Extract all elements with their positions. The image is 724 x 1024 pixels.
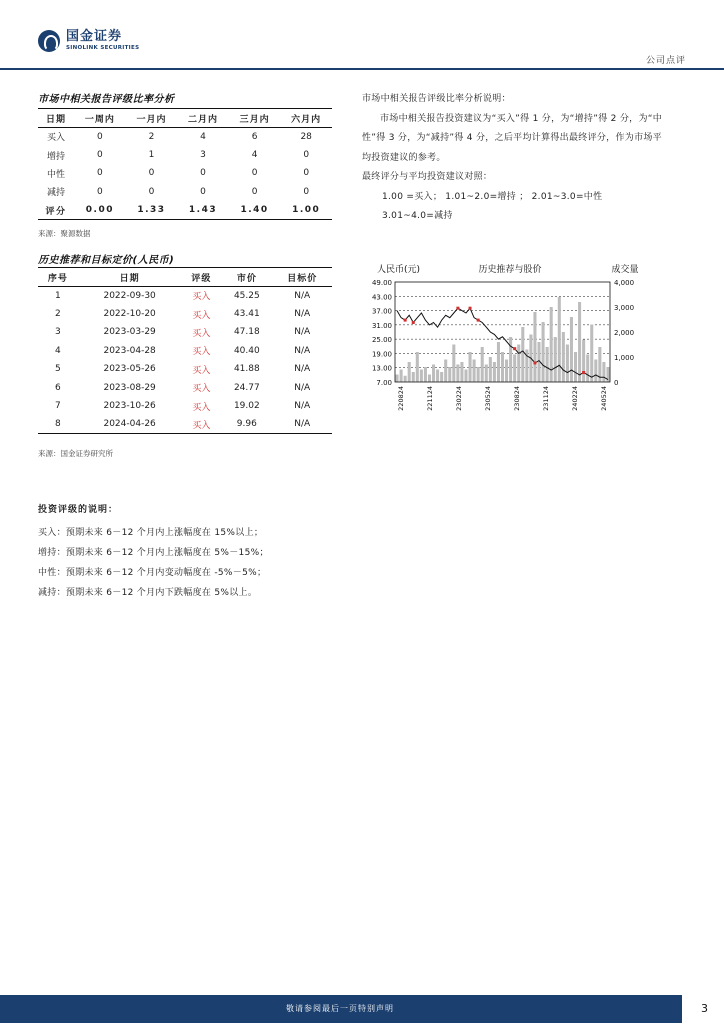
table-cell: 1.40 bbox=[240, 205, 269, 215]
table-cell: 0 bbox=[97, 150, 103, 161]
chart-volume-bar bbox=[428, 375, 431, 383]
chart-recommendation-marker bbox=[477, 319, 480, 322]
chart-volume-bar bbox=[542, 322, 545, 382]
chart-volume-bar bbox=[574, 352, 577, 382]
history-source-note: 来源：国金证券研究所 bbox=[38, 449, 113, 458]
chart-volume-bar bbox=[400, 370, 403, 383]
chart-volume-bar bbox=[424, 367, 427, 382]
chart-volume-bar bbox=[432, 365, 435, 383]
column-header: 三月内 bbox=[239, 114, 270, 125]
column-header: 日期 bbox=[119, 273, 140, 284]
chart-volume-bar bbox=[606, 367, 609, 382]
table-row bbox=[38, 342, 332, 360]
table-cell: 2024-04-26 bbox=[103, 419, 156, 430]
chart-x-tick-label: 230824 bbox=[513, 386, 521, 411]
column-header: 评级 bbox=[191, 273, 212, 284]
rating-cell: 买入 bbox=[192, 420, 211, 431]
table-cell: N/A bbox=[294, 364, 311, 375]
definition-item-neutral: 中性：预期未来 6－12 个月内变动幅度在 -5%－5%； bbox=[38, 568, 267, 578]
chart-volume-bar bbox=[602, 362, 605, 382]
table-cell: 2022-09-30 bbox=[103, 290, 156, 301]
chart-volume-bar bbox=[464, 370, 467, 383]
footer-notice: 敬请参阅最后一页特别声明 bbox=[286, 1004, 394, 1013]
chart-volume-bar bbox=[509, 337, 512, 382]
chart-volume-bar bbox=[452, 345, 455, 383]
page-number: 3 bbox=[701, 1002, 708, 1015]
chart-y-tick-label: 43.00 bbox=[371, 293, 392, 302]
chart-volume-bar bbox=[408, 362, 411, 382]
table-cell: 4 bbox=[251, 150, 258, 161]
table-cell: 4 bbox=[54, 345, 61, 356]
chart-volume-bar bbox=[444, 360, 447, 383]
chart-volume-bar bbox=[501, 352, 504, 382]
chart-x-tick-label: 230224 bbox=[455, 386, 463, 411]
chart-y-tick-label: 37.00 bbox=[371, 307, 392, 316]
rating-ratio-table bbox=[38, 108, 332, 220]
chart-volume-bar bbox=[420, 370, 423, 383]
chart-volume-bar bbox=[533, 312, 536, 382]
chart-volume-bar bbox=[396, 375, 399, 383]
table-cell: 28 bbox=[300, 131, 312, 142]
column-header: 二月内 bbox=[188, 114, 219, 125]
table-cell: 评分 bbox=[45, 206, 67, 217]
chart-y-ticks bbox=[372, 279, 392, 387]
rating-cell: 买入 bbox=[192, 292, 211, 303]
chart-volume-bar bbox=[558, 297, 561, 382]
table-cell: 0 bbox=[303, 168, 310, 179]
table-cell: 0 bbox=[148, 186, 155, 197]
table-cell: 0 bbox=[303, 150, 310, 161]
chart-x-tick-label: 240524 bbox=[600, 386, 608, 411]
table-cell: 24.77 bbox=[233, 382, 260, 393]
chart-recommendation-marker bbox=[456, 307, 459, 310]
chart-recommendation-marker bbox=[469, 307, 472, 310]
table-cell: N/A bbox=[294, 327, 311, 338]
table-cell: 0 bbox=[97, 186, 103, 197]
chart-volume-bar bbox=[550, 307, 553, 382]
table-cell: 7 bbox=[54, 401, 61, 412]
chart-volume-bar bbox=[412, 372, 415, 382]
table-row bbox=[38, 128, 332, 146]
chart-y2-ticks bbox=[614, 279, 634, 387]
column-header: 日期 bbox=[46, 114, 67, 125]
table-cell: N/A bbox=[294, 290, 311, 301]
history-recommendation-table bbox=[38, 267, 332, 434]
table-row bbox=[38, 164, 332, 182]
chart-volume-bar bbox=[416, 352, 419, 382]
chart-volume-bar bbox=[586, 355, 589, 383]
chart-x-tick-label: 240224 bbox=[571, 386, 579, 411]
logo-chinese-name: 国金证券 bbox=[66, 29, 123, 44]
table-cell: 0 bbox=[200, 186, 206, 197]
rating-section-title: 市场中相关报告评级比率分析 bbox=[38, 94, 175, 105]
chart-volume-bar bbox=[497, 342, 500, 382]
table-cell: 1.00 bbox=[292, 205, 321, 215]
chart-y-tick-label: 49.00 bbox=[371, 279, 392, 287]
table-cell: 3 bbox=[200, 150, 206, 161]
rating-source-note: 来源：聚源数据 bbox=[38, 229, 91, 238]
column-header: 序号 bbox=[47, 273, 68, 284]
price-history-chart bbox=[365, 260, 655, 420]
table-cell: 增持 bbox=[47, 151, 66, 162]
chart-y-tick-label: 7.00 bbox=[376, 379, 392, 387]
chart-recommendation-marker bbox=[404, 319, 407, 322]
chart-y-tick-label: 25.00 bbox=[371, 336, 392, 345]
table-row bbox=[38, 323, 332, 341]
explanation-body: 市场中相关报告投资建议为“买入”得 1 分，为“增持”得 2 分，为“中性”得 3 分，为“减持”得 4 分，之后平均计算得出最终评分，作为市场平均投资建议的参考。 bbox=[362, 113, 663, 163]
chart-volume-bar bbox=[436, 370, 439, 383]
table-cell: 1.33 bbox=[137, 205, 166, 215]
explanation-title: 市场中相关报告评级比率分析说明： bbox=[362, 94, 511, 104]
chart-volume-bar bbox=[489, 357, 492, 382]
table-cell: 6 bbox=[251, 131, 258, 142]
definition-item-overweight: 增持：预期未来 6－12 个月内上涨幅度在 5%－15%； bbox=[38, 548, 269, 558]
score-row bbox=[38, 201, 332, 219]
chart-volume-bar bbox=[460, 362, 463, 382]
table-cell: N/A bbox=[294, 401, 311, 412]
definition-item-buy: 买入：预期未来 6－12 个月内上涨幅度在 15%以上； bbox=[38, 528, 264, 538]
chart-y-tick-label: 19.00 bbox=[371, 350, 392, 359]
table-cell: 2 bbox=[54, 309, 61, 320]
table-cell: 2 bbox=[148, 131, 155, 142]
table-cell: N/A bbox=[294, 382, 311, 393]
table-cell: 1 bbox=[148, 150, 155, 161]
table-cell: 5 bbox=[54, 364, 61, 375]
chart-volume-bar bbox=[578, 302, 581, 382]
table-cell: 8 bbox=[54, 419, 61, 430]
chart-volume-bar bbox=[566, 345, 569, 383]
chart-volume-bar bbox=[562, 332, 565, 382]
table-row bbox=[38, 415, 332, 433]
chart-x-ticks bbox=[397, 386, 608, 411]
chart-volume-bar bbox=[517, 345, 520, 383]
chart-y-tick-label: 13.00 bbox=[371, 364, 392, 373]
table-cell: 43.41 bbox=[233, 309, 260, 320]
chart-volume-bar bbox=[554, 337, 557, 382]
table-cell: 减持 bbox=[47, 188, 66, 199]
table-row bbox=[38, 360, 332, 378]
rating-cell: 买入 bbox=[192, 384, 211, 395]
table-header-row bbox=[38, 109, 332, 128]
definition-item-underweight: 减持：预期未来 6－12 个月内下跌幅度在 5%以上。 bbox=[38, 588, 258, 598]
table-cell: 1 bbox=[54, 290, 61, 301]
company-logo bbox=[38, 30, 139, 52]
table-cell: 0 bbox=[97, 131, 103, 142]
table-cell: 2023-03-29 bbox=[103, 327, 156, 338]
chart-volume-bar bbox=[570, 317, 573, 382]
chart-volume-bar bbox=[513, 355, 516, 383]
chart-volume-bar bbox=[582, 340, 585, 383]
table-cell: 2023-04-28 bbox=[103, 345, 156, 356]
rating-explanation bbox=[362, 90, 662, 227]
chart-y-axis-label: 人民币(元) bbox=[377, 265, 421, 275]
chart-volume-bar bbox=[594, 360, 597, 383]
chart-x-tick-label: 220824 bbox=[397, 386, 405, 411]
chart-recommendation-marker bbox=[513, 347, 516, 350]
chart-x-tick-label: 231124 bbox=[542, 386, 550, 411]
rating-cell: 买入 bbox=[192, 310, 211, 321]
chart-volume-bar bbox=[473, 360, 476, 383]
table-cell: 0 bbox=[251, 168, 258, 179]
table-header-row bbox=[38, 268, 332, 287]
table-row bbox=[38, 397, 332, 415]
chart-volume-bar bbox=[521, 327, 524, 382]
chart-volume-bars bbox=[396, 297, 610, 382]
chart-volume-bar bbox=[505, 360, 508, 383]
rating-cell: 买入 bbox=[192, 402, 211, 413]
table-cell: N/A bbox=[294, 419, 311, 430]
table-cell: 41.88 bbox=[233, 364, 260, 375]
chart-y2-tick-label: 4,000 bbox=[614, 279, 635, 287]
table-row bbox=[38, 287, 332, 305]
header-divider bbox=[0, 68, 724, 70]
chart-volume-bar bbox=[481, 347, 484, 382]
mapping-line-2: 3.01~4.0=减持 bbox=[382, 211, 453, 221]
chart-volume-bar bbox=[404, 376, 407, 382]
table-row bbox=[38, 378, 332, 396]
table-cell: 0 bbox=[251, 186, 258, 197]
chart-x-tick-label: 221124 bbox=[426, 386, 434, 411]
chart-y2-axis-label: 成交量 bbox=[611, 265, 639, 275]
table-cell: 2023-05-26 bbox=[103, 364, 156, 375]
chart-volume-bar bbox=[590, 325, 593, 383]
chart-y-tick-label: 31.00 bbox=[371, 321, 392, 330]
rating-definitions bbox=[38, 500, 269, 603]
table-cell: 0 bbox=[303, 186, 310, 197]
table-cell: N/A bbox=[294, 309, 311, 320]
table-cell: 0 bbox=[148, 168, 155, 179]
table-cell: 9.96 bbox=[236, 419, 257, 430]
table-cell: 2023-08-29 bbox=[103, 382, 156, 393]
table-cell: N/A bbox=[294, 345, 311, 356]
table-cell: 0.00 bbox=[85, 205, 114, 215]
definitions-title: 投资评级的说明： bbox=[38, 505, 119, 515]
history-section-title: 历史推荐和目标定价(人民币) bbox=[38, 255, 175, 266]
logo-icon bbox=[38, 30, 60, 52]
table-cell: 0 bbox=[200, 168, 206, 179]
mapping-line-1: 1.00 =买入； 1.01~2.0=增持 ； 2.01~3.0=中性 bbox=[382, 191, 603, 202]
column-header: 目标价 bbox=[287, 273, 318, 284]
table-cell: 3 bbox=[54, 327, 61, 338]
table-cell: 47.18 bbox=[233, 327, 260, 338]
mapping-title: 最终评分与平均投资建议对照： bbox=[362, 172, 493, 182]
chart-recommendation-marker bbox=[533, 361, 536, 364]
table-cell: 买入 bbox=[47, 133, 66, 144]
chart-volume-bar bbox=[448, 367, 451, 382]
table-cell: 0 bbox=[97, 168, 103, 179]
report-type: 公司点评 bbox=[645, 56, 686, 66]
table-cell: 6 bbox=[54, 382, 61, 393]
chart-recommendation-marker bbox=[412, 321, 415, 324]
table-cell: 中性 bbox=[47, 169, 66, 180]
table-cell: 45.25 bbox=[233, 290, 260, 301]
column-header: 六月内 bbox=[291, 114, 322, 125]
logo-english-name: SINOLINK SECURITIES bbox=[66, 45, 140, 51]
table-cell: 4 bbox=[200, 131, 206, 142]
rating-cell: 买入 bbox=[192, 365, 211, 376]
rating-cell: 买入 bbox=[192, 347, 211, 358]
table-cell: 2023-10-26 bbox=[103, 401, 156, 412]
chart-title: 历史推荐与股价 bbox=[478, 265, 542, 275]
chart-x-tick-label: 230524 bbox=[484, 386, 492, 411]
table-cell: 19.02 bbox=[233, 401, 260, 412]
chart-y2-tick-label: 3,000 bbox=[614, 304, 635, 312]
table-row bbox=[38, 305, 332, 323]
chart-volume-bar bbox=[493, 362, 496, 382]
chart-volume-bar bbox=[456, 365, 459, 383]
table-cell: 2022-10-20 bbox=[103, 309, 156, 320]
rating-cell: 买入 bbox=[192, 328, 211, 339]
table-cell: 40.40 bbox=[233, 345, 260, 356]
chart-recommendation-marker bbox=[582, 371, 585, 374]
chart-volume-bar bbox=[469, 352, 472, 382]
column-header: 一周内 bbox=[84, 114, 115, 125]
chart-y2-tick-label: 1,000 bbox=[614, 354, 635, 362]
chart-volume-bar bbox=[546, 347, 549, 382]
chart-volume-bar bbox=[477, 367, 480, 382]
chart-y2-tick-label: 0 bbox=[614, 379, 619, 387]
table-row bbox=[38, 183, 332, 201]
chart-y2-tick-label: 2,000 bbox=[614, 329, 635, 337]
table-row bbox=[38, 146, 332, 164]
chart-volume-bar bbox=[485, 365, 488, 383]
table-cell: 1.43 bbox=[188, 205, 218, 215]
column-header: 市价 bbox=[236, 273, 257, 284]
column-header: 一月内 bbox=[136, 114, 167, 125]
chart-volume-bar bbox=[440, 372, 443, 382]
